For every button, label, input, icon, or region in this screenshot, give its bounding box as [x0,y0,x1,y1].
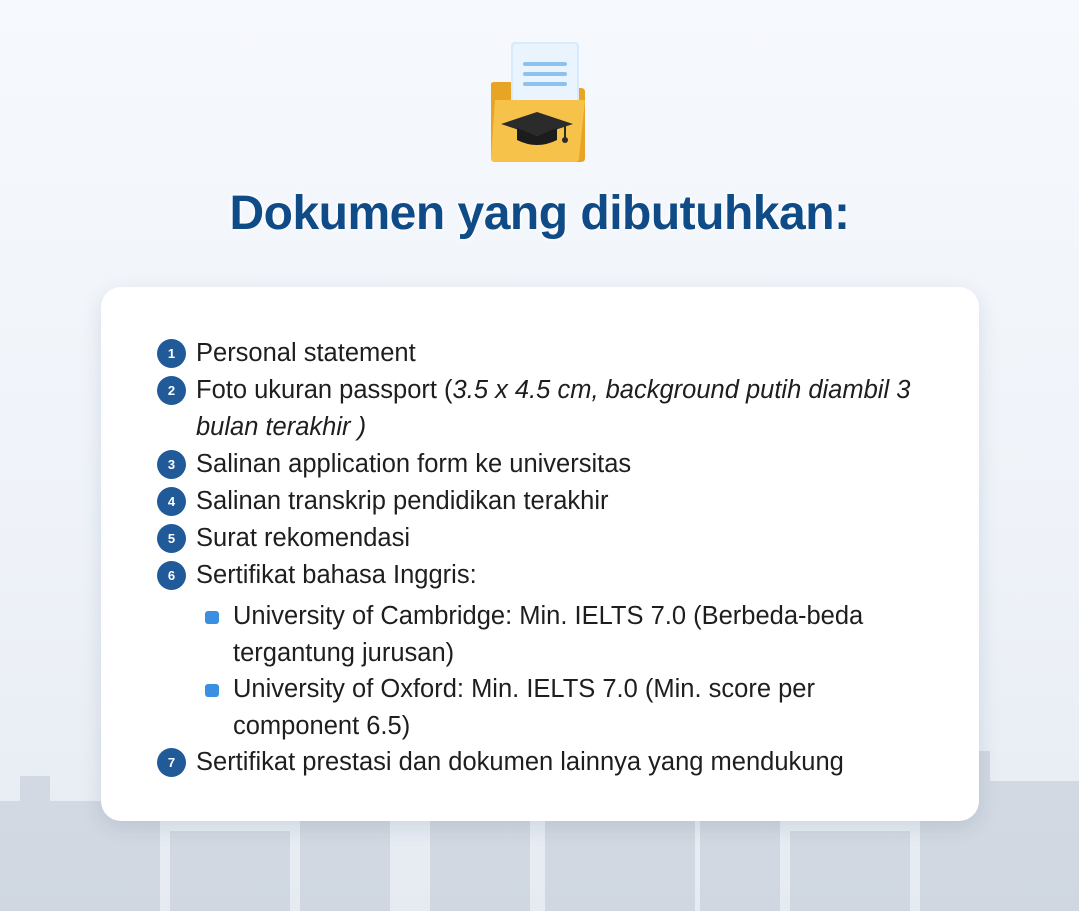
number-badge: 2 [157,376,186,405]
graduation-folder-icon [487,40,591,164]
number-badge: 5 [157,524,186,553]
sub-item-text: University of Oxford: Min. IELTS 7.0 (Min. score per component 6.5) [233,675,815,740]
list-item [157,446,947,483]
list-item [157,335,947,372]
list-item [157,744,947,781]
item-text: Sertifikat bahasa Inggris: [196,561,477,589]
number-badge: 3 [157,450,186,479]
item-text: Surat rekomendasi [196,524,411,552]
list-item [157,557,947,594]
number-badge: 6 [157,561,186,590]
list-item [157,520,947,557]
sub-list-item [157,671,947,745]
bullet-icon [205,611,219,624]
list-item [157,483,947,520]
page-title: Dokumen yang dibutuhkan: [229,187,850,240]
item-text: Sertifikat prestasi dan dokumen lainnya yang mendukung [196,748,844,776]
bullet-icon [205,684,219,697]
item-text: Salinan transkrip pendidikan terakhir [196,487,609,515]
item-note: 3.5 x 4.5 cm, background putih diambil 3 bulan terakhir ) [196,376,911,441]
sub-item-text: University of Cambridge: Min. IELTS 7.0 (Berbeda-beda tergantung jurusan) [233,602,864,667]
item-text: Foto ukuran passport ( [196,376,453,404]
number-badge: 4 [157,487,186,516]
documents-card [101,287,979,821]
item-text: Personal statement [196,339,416,367]
item-text: Salinan application form ke universitas [196,450,632,478]
number-badge: 7 [157,748,186,777]
sub-list-item [157,598,947,672]
number-badge: 1 [157,339,186,368]
sub-list [157,598,947,745]
documents-list [157,335,947,781]
list-item [157,372,947,446]
